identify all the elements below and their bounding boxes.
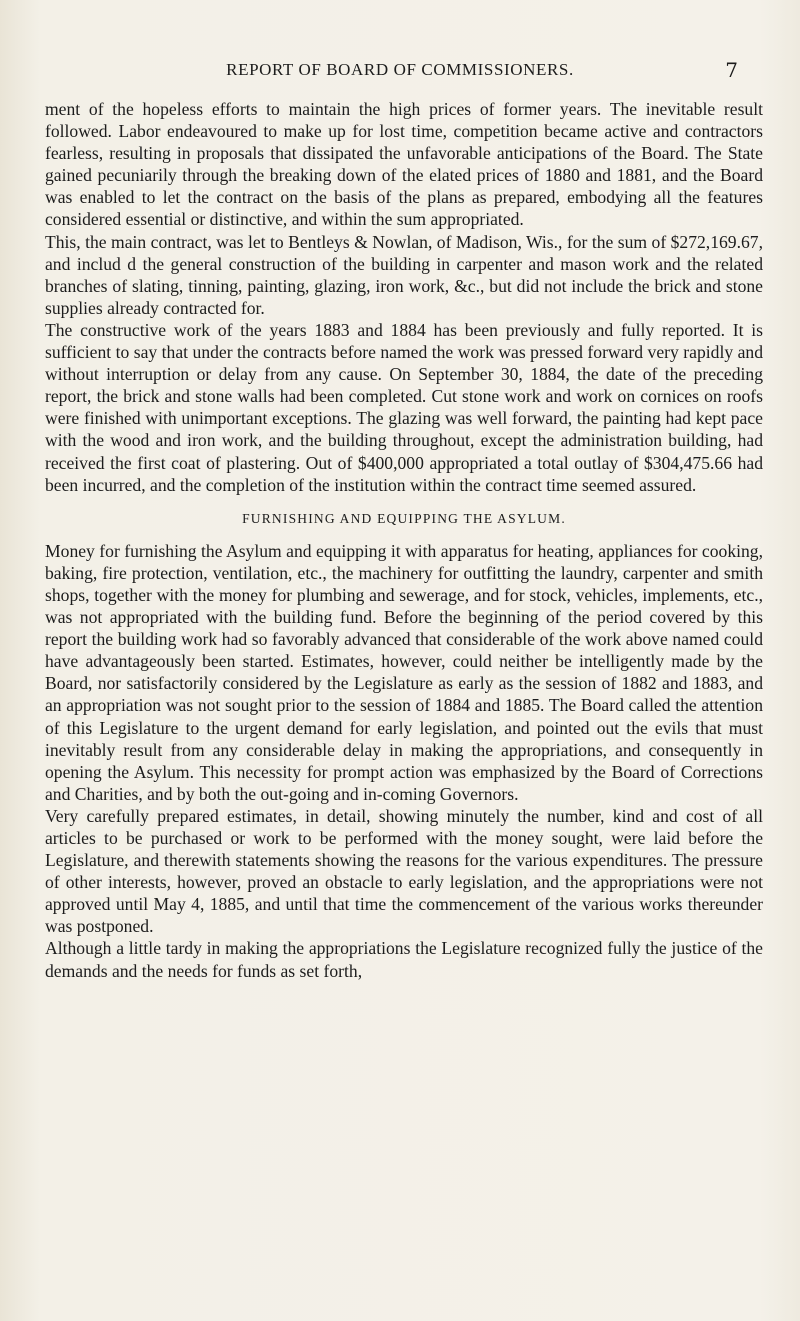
section-heading: FURNISHING AND EQUIPPING THE ASYLUM. — [242, 510, 566, 526]
paragraph-3: The constructive work of the years 1883 and 1884 has been previously and fully reported. It is sufficient to say that under the contracts before named the work was pressed forward very rapidly and without interruption or delay from any cause. On September 30, 1884, the date of the preceding report, the brick and stone walls had been completed. Cut stone work and work on cornices on roofs were finished with unimportant exceptions. The glazing was well forward, the painting had kept pace with the wood and iron work, and the building throughout, except the administration building, had received the first coat of plastering. Out of $400,000 appropriated a total outlay of $304,475.66 had been incurred, and the completion of the institution within the contract time seemed assured. — [45, 319, 763, 495]
running-head: REPORT OF BOARD OF COMMISSIONERS. — [226, 60, 574, 79]
page-number: 7 — [725, 58, 738, 82]
page-header — [0, 60, 800, 86]
body-text — [45, 98, 763, 982]
paragraph-1: ment of the hopeless efforts to maintain the high prices of former years. The inevitable result followed. Labor endeavoured to make up for lost time, competition became active and contractors fearless, resulting in proposals that dissipated the unfavorable anticipations of the Board. The State gained pecuniarily through the breaking down of the elated prices of 1880 and 1881, and the Board was enabled to let the contract on the basis of the plans as prepared, embodying all the features considered essential or distinctive, and within the sum appropriated. — [45, 99, 763, 230]
paragraph-6: Although a little tardy in making the appropriations the Legislature recognized fully the justice of the demands and the needs for funds as set forth, — [45, 938, 763, 981]
paragraph-4: Money for furnishing the Asylum and equipping it with apparatus for heating, appliances for cooking, baking, fire protection, ventilation, etc., the machinery for outfitting the laundry, carpenter and smith shops, together with the money for plumbing and sewerage, and for stock, vehicles, implements, etc., was not appropriated with the building fund. Before the beginning of the period covered by this report the building work had so favorably advanced that considerable of the work above named could have advantageously been started. Estimates, however, could neither be intelligently made by the Board, nor satisfactorily considered by the Legislature as early as the session of 1882 and 1883, and an appropriation was not sought prior to the session of 1884 and 1885. The Board called the attention of this Legislature to the urgent demand for early legislation, and pointed out the evils that must inevitably result from any considerable delay in making the appropriations, and consequently in opening the Asylum. This necessity for prompt action was emphasized by the Board of Corrections and Charities, and by both the out-going and in-coming Governors. — [45, 540, 763, 804]
paragraph-2: This, the main contract, was let to Bentleys & Nowlan, of Madison, Wis., for the sum of $272,169.67, and includ d the general construction of the building in carpenter and mason work and the related branches of slating, tinning, painting, glazing, iron work, &c., but did not include the brick and stone supplies already contracted for. — [45, 231, 763, 318]
paragraph-5: Very carefully prepared estimates, in detail, showing minutely the number, kind and cost of all articles to be purchased or work to be performed with the money sought, were laid before the Legislature, and therewith statements showing the reasons for the various expenditures. The pressure of other interests, however, proved an obstacle to early legislation, and the appropriations were not approved until May 4, 1885, and until that time the commencement of the various works thereunder was postponed. — [45, 805, 763, 937]
